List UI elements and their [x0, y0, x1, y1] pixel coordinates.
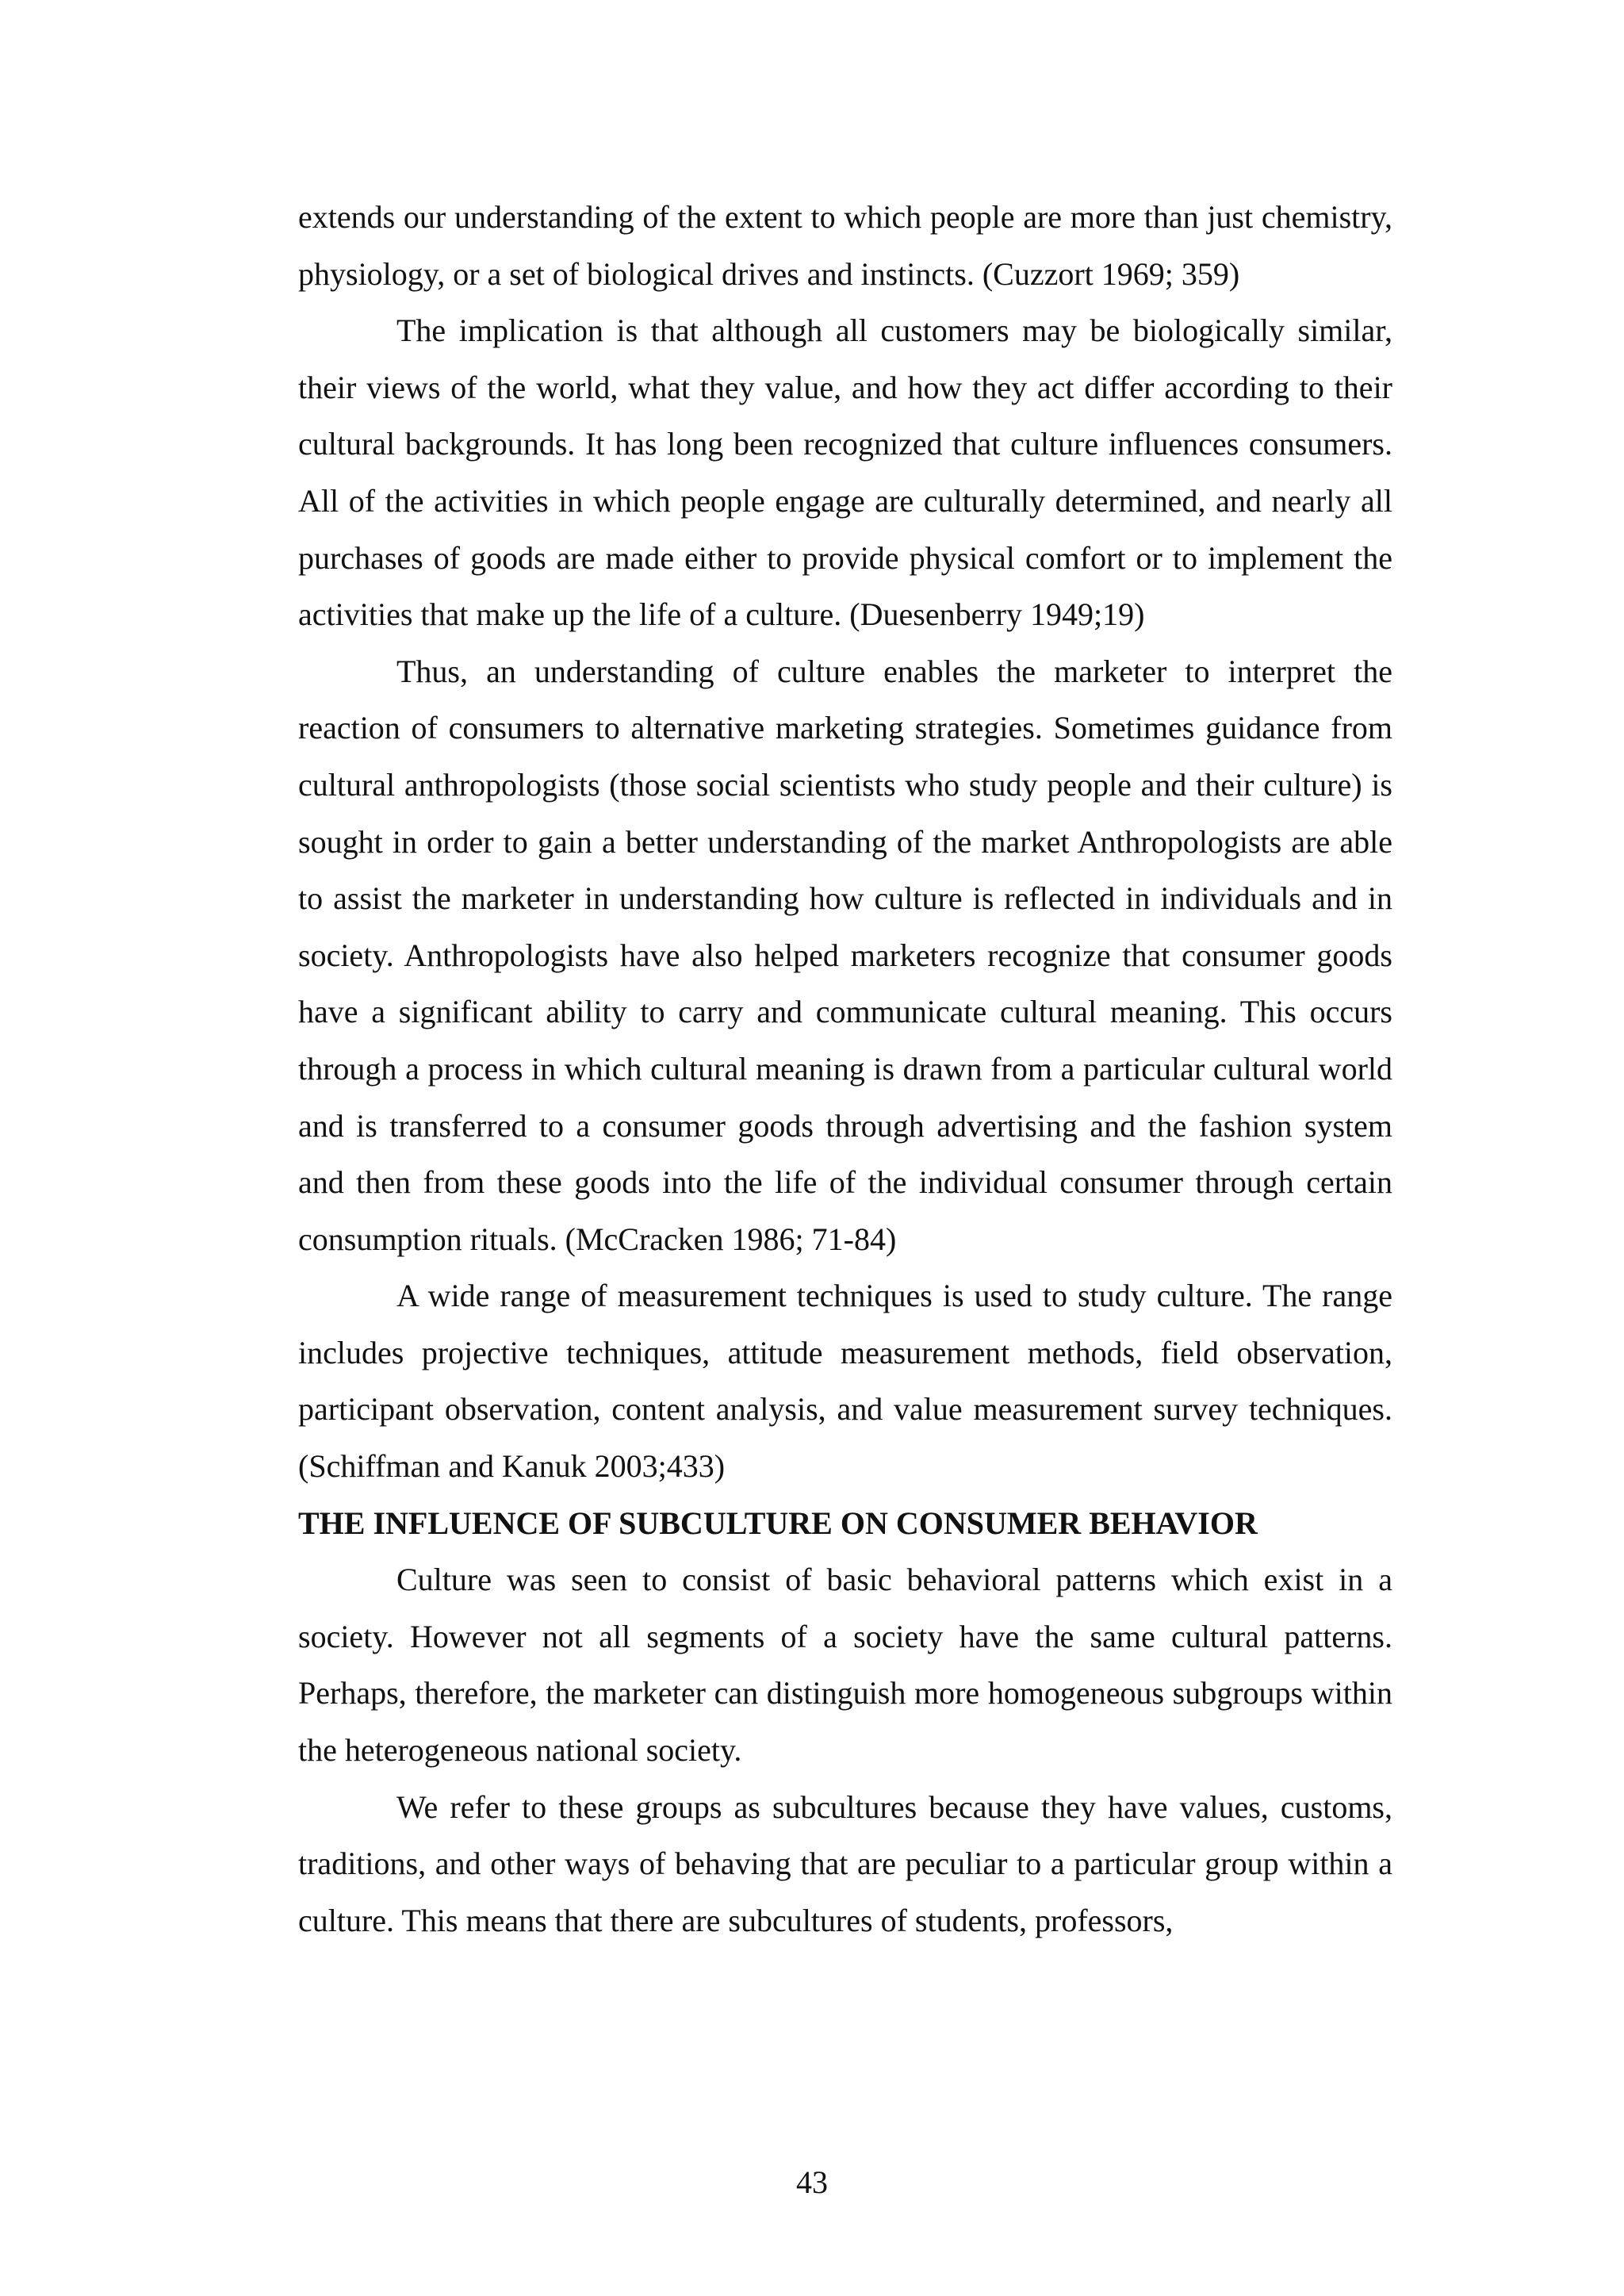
paragraph-implication: The implication is that although all customers may be biologically similar, their views of the world, what they value, and how they act differ according to their cultural backgrounds. It has long been recognized that culture influences consumers. All of the activities in which people engage are culturally determined, and nearly all purchases of goods are made either to provide physical comfort or to implement the activities that make up the life of a culture. (Duesenberry 1949;19)	[298, 312, 1392, 633]
section-heading: THE INFLUENCE OF SUBCULTURE ON CONSUMER BEHAVIOR	[298, 1504, 1258, 1541]
paragraph-measurement: A wide range of measurement techniques is used to study culture. The range includes projective techniques, attitude measurement methods, field observation, participant observation, content analysis, and value measurement survey techniques. (Schiffman and Kanuk 2003;433)	[298, 1278, 1392, 1485]
paragraph-subculture-patterns: Culture was seen to consist of basic behavioral patterns which exist in a society. However not all segments of a society have the same cultural patterns. Perhaps, therefore, the marketer can distinguish more homogeneous subgroups within the heterogeneous national society.	[298, 1562, 1392, 1769]
paragraph-anthropology: Thus, an understanding of culture enables the marketer to interpret the reaction of consumers to alternative marketing strategies. Sometimes guidance from cultural anthropologists (those social scientists who study people and their culture) is sought in order to gain a better understanding of the market Anthropologists are able to assist the marketer in understanding how culture is reflected in individuals and in society. Anthropologists have also helped marketers recognize that consumer goods have a significant ability to carry and communicate cultural meaning. This occurs through a process in which cultural meaning is drawn from a particular cultural world and is transferred to a consumer goods through advertising and the fashion system and then from these goods into the life of the individual consumer through certain consumption rituals. (McCracken 1986; 71-84)	[298, 653, 1392, 1257]
paragraph-subculture-groups: We refer to these groups as subcultures because they have values, customs, traditions, and other ways of behaving that are peculiar to a particular group within a culture. This means that there are subcultures of students, professors,	[298, 1788, 1392, 1938]
page-number: 43	[796, 2164, 828, 2200]
paragraph-continuation: extends our understanding of the extent to which people are more than just chemistry, physiology, or a set of biological drives and instincts. (Cuzzort 1969; 359)	[298, 199, 1392, 292]
document-body	[298, 189, 1392, 1949]
